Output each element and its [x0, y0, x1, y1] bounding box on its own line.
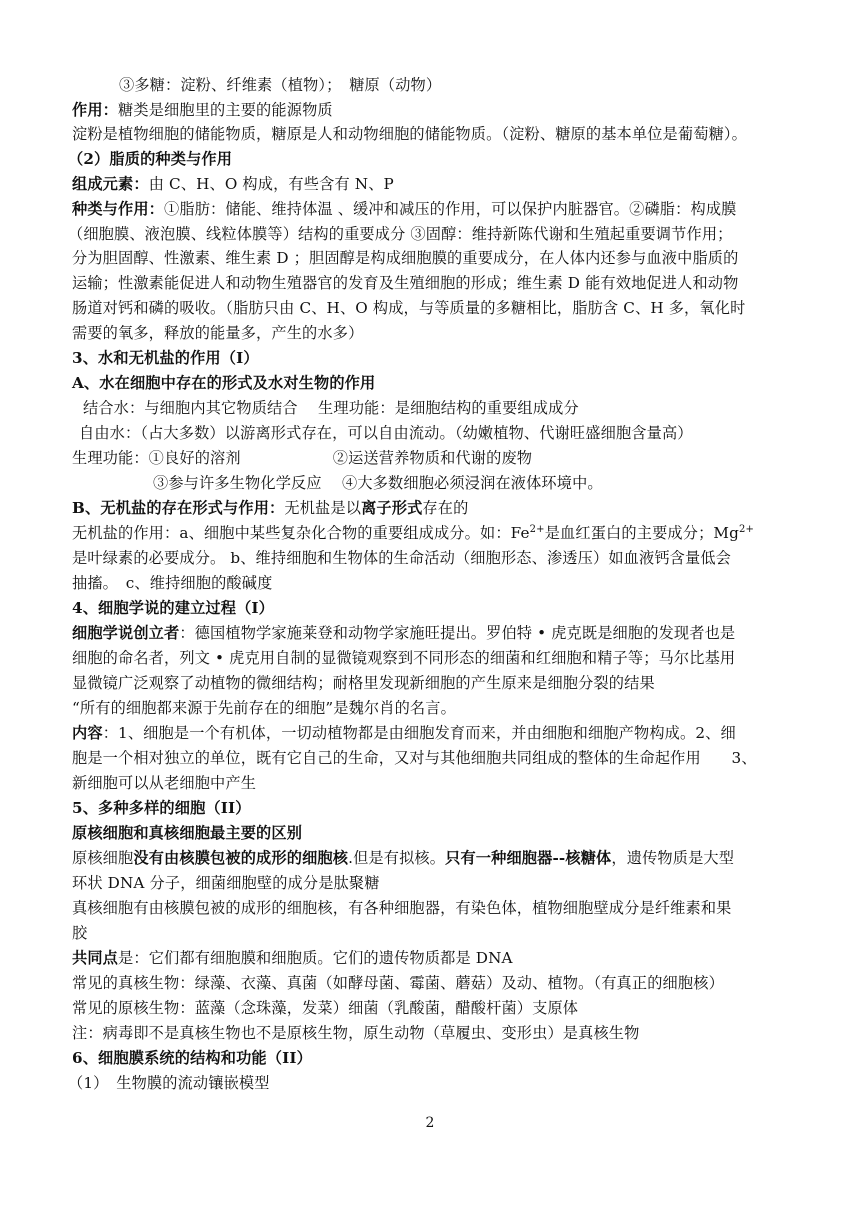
section-heading: （2）脂质的种类与作用 — [68, 150, 233, 168]
text-line: 胶 — [72, 924, 88, 942]
text-line: 环状 DNA 分子，细菌细胞壁的成分是肽聚糖 — [72, 874, 380, 892]
text-line: 真核细胞有由核膜包被的成形的细胞核，有各种细胞器，有染色体，植物细胞壁成分是纤维素和果 — [72, 899, 732, 917]
text-line: 新细胞可以从老细胞中产生 — [72, 774, 257, 792]
text-line: ③多糖：淀粉、纤维素（植物）； 糖原（动物） — [119, 76, 442, 94]
text-line: 共同点是：它们都有细胞膜和细胞质。它们的遗传物质都是 DNA — [72, 949, 513, 967]
page-number: 2 — [425, 1115, 435, 1131]
text-line: 种类与作用：①脂肪：储能、维持体温 、缓冲和减压的作用，可以保护内脏器官。②磷脂：构成膜 — [72, 200, 737, 218]
text-line: 内容：1、细胞是一个有机体，一切动植物都是由细胞发育而来，并由细胞和细胞产物构成。2、细 — [72, 724, 736, 742]
text-line: 细胞学说创立者：德国植物学家施莱登和动物学家施旺提出。罗伯特 • 虎克既是细胞的发现者也是 — [72, 624, 736, 642]
text-line: （细胞膜、液泡膜、线粒体膜等）结构的重要成分 ③固醇：维持新陈代谢和生殖起重要调节作用； — [68, 225, 733, 243]
text-line: 生理功能：①良好的溶剂 ②运送营养物质和代谢的废物 — [72, 449, 533, 467]
text-line: （1） 生物膜的流动镶嵌模型 — [68, 1074, 270, 1092]
section-heading: 4、细胞学说的建立过程（I） — [72, 599, 275, 617]
text-line: 常见的原核生物：蓝藻（念珠藻，发菜）细菌（乳酸菌，醋酸杆菌）支原体 — [72, 999, 579, 1017]
text-line: 胞是一个相对独立的单位，既有它自己的生命，又对与其他细胞共同组成的整体的生命起作用 3、 — [72, 749, 757, 767]
subsection-heading: 原核细胞和真核细胞最主要的区别 — [72, 824, 303, 842]
text-line: 需要的氧多，释放的能量多，产生的水多） — [72, 324, 364, 342]
text-line: “所有的细胞都来源于先前存在的细胞”是魏尔肖的名言。 — [72, 699, 456, 717]
text-line: 抽搐。 c、维持细胞的酸碱度 — [72, 574, 273, 592]
section-heading: 5、多种多样的细胞（II） — [72, 799, 251, 817]
text-line: 注：病毒即不是真核生物也不是原核生物，原生动物（草履虫、变形虫）是真核生物 — [72, 1024, 640, 1042]
text-line: 分为胆固醇、性激素、维生素 D ；胆固醇是构成细胞膜的重要成分，在人体内还参与血液中脂质的 — [72, 249, 739, 267]
text-line: 常见的真核生物：绿藻、衣藻、真菌（如酵母菌、霉菌、蘑菇）及动、植物。（有真正的细胞核） — [72, 974, 724, 992]
text-line: 显微镜广泛观察了动植物的微细结构；耐格里发现新细胞的产生原来是细胞分裂的结果 — [72, 674, 655, 692]
section-heading: 6、细胞膜系统的结构和功能（II） — [72, 1049, 312, 1067]
text-line: 原核细胞没有由核膜包被的成形的细胞核.但是有拟核。只有一种细胞器--核糖体，遗传物质是大型 — [72, 849, 735, 867]
text-line: 无机盐的作用：a、细胞中某些复杂化合物的重要组成成分。如：$Fe^{2+}$是血红蛋白的主要成分；$Mg^{2+}$ — [72, 524, 755, 542]
text-line: ③参与许多生物化学反应 ④大多数细胞必须浸润在液体环境中。 — [153, 474, 603, 492]
text-line: 作用：糖类是细胞里的主要的能源物质 — [72, 101, 333, 119]
subsection-heading: A、水在细胞中存在的形式及水对生物的作用 — [72, 374, 376, 392]
section-heading: 3、水和无机盐的作用（I） — [72, 349, 259, 367]
text-line: 细胞的命名者，列文 • 虎克用自制的显微镜观察到不同形态的细菌和红细胞和精子等；马尔比基用 — [72, 649, 736, 667]
text-line: 运输；性激素能促进人和动物生殖器官的发育及生殖细胞的形成；维生素 D 能有效地促进人和动物 — [72, 274, 739, 292]
subsection-heading: B、无机盐的存在形式与作用：无机盐是以离子形式存在的 — [72, 499, 469, 517]
text-line: 组成元素：由 C、H、O 构成，有些含有 N、P — [72, 175, 394, 193]
text-line: 淀粉是植物细胞的储能物质，糖原是人和动物细胞的储能物质。（淀粉、糖原的基本单位是葡萄糖）。 — [72, 125, 747, 143]
text-line: 肠道对钙和磷的吸收。（脂肪只由 C、H、O 构成，与等质量的多糖相比，脂肪含 C、H 多，氧化时 — [72, 299, 746, 317]
text-line: 结合水：与细胞内其它物质结合 生理功能：是细胞结构的重要组成成分 — [83, 399, 579, 417]
text-line: 自由水：（占大多数）以游离形式存在，可以自由流动。（幼嫩植物、代谢旺盛细胞含量高） — [79, 424, 693, 442]
text-line: 是叶绿素的必要成分。 b、维持细胞和生物体的生命活动（细胞形态、渗透压）如血液钙含量低会 — [72, 549, 732, 567]
